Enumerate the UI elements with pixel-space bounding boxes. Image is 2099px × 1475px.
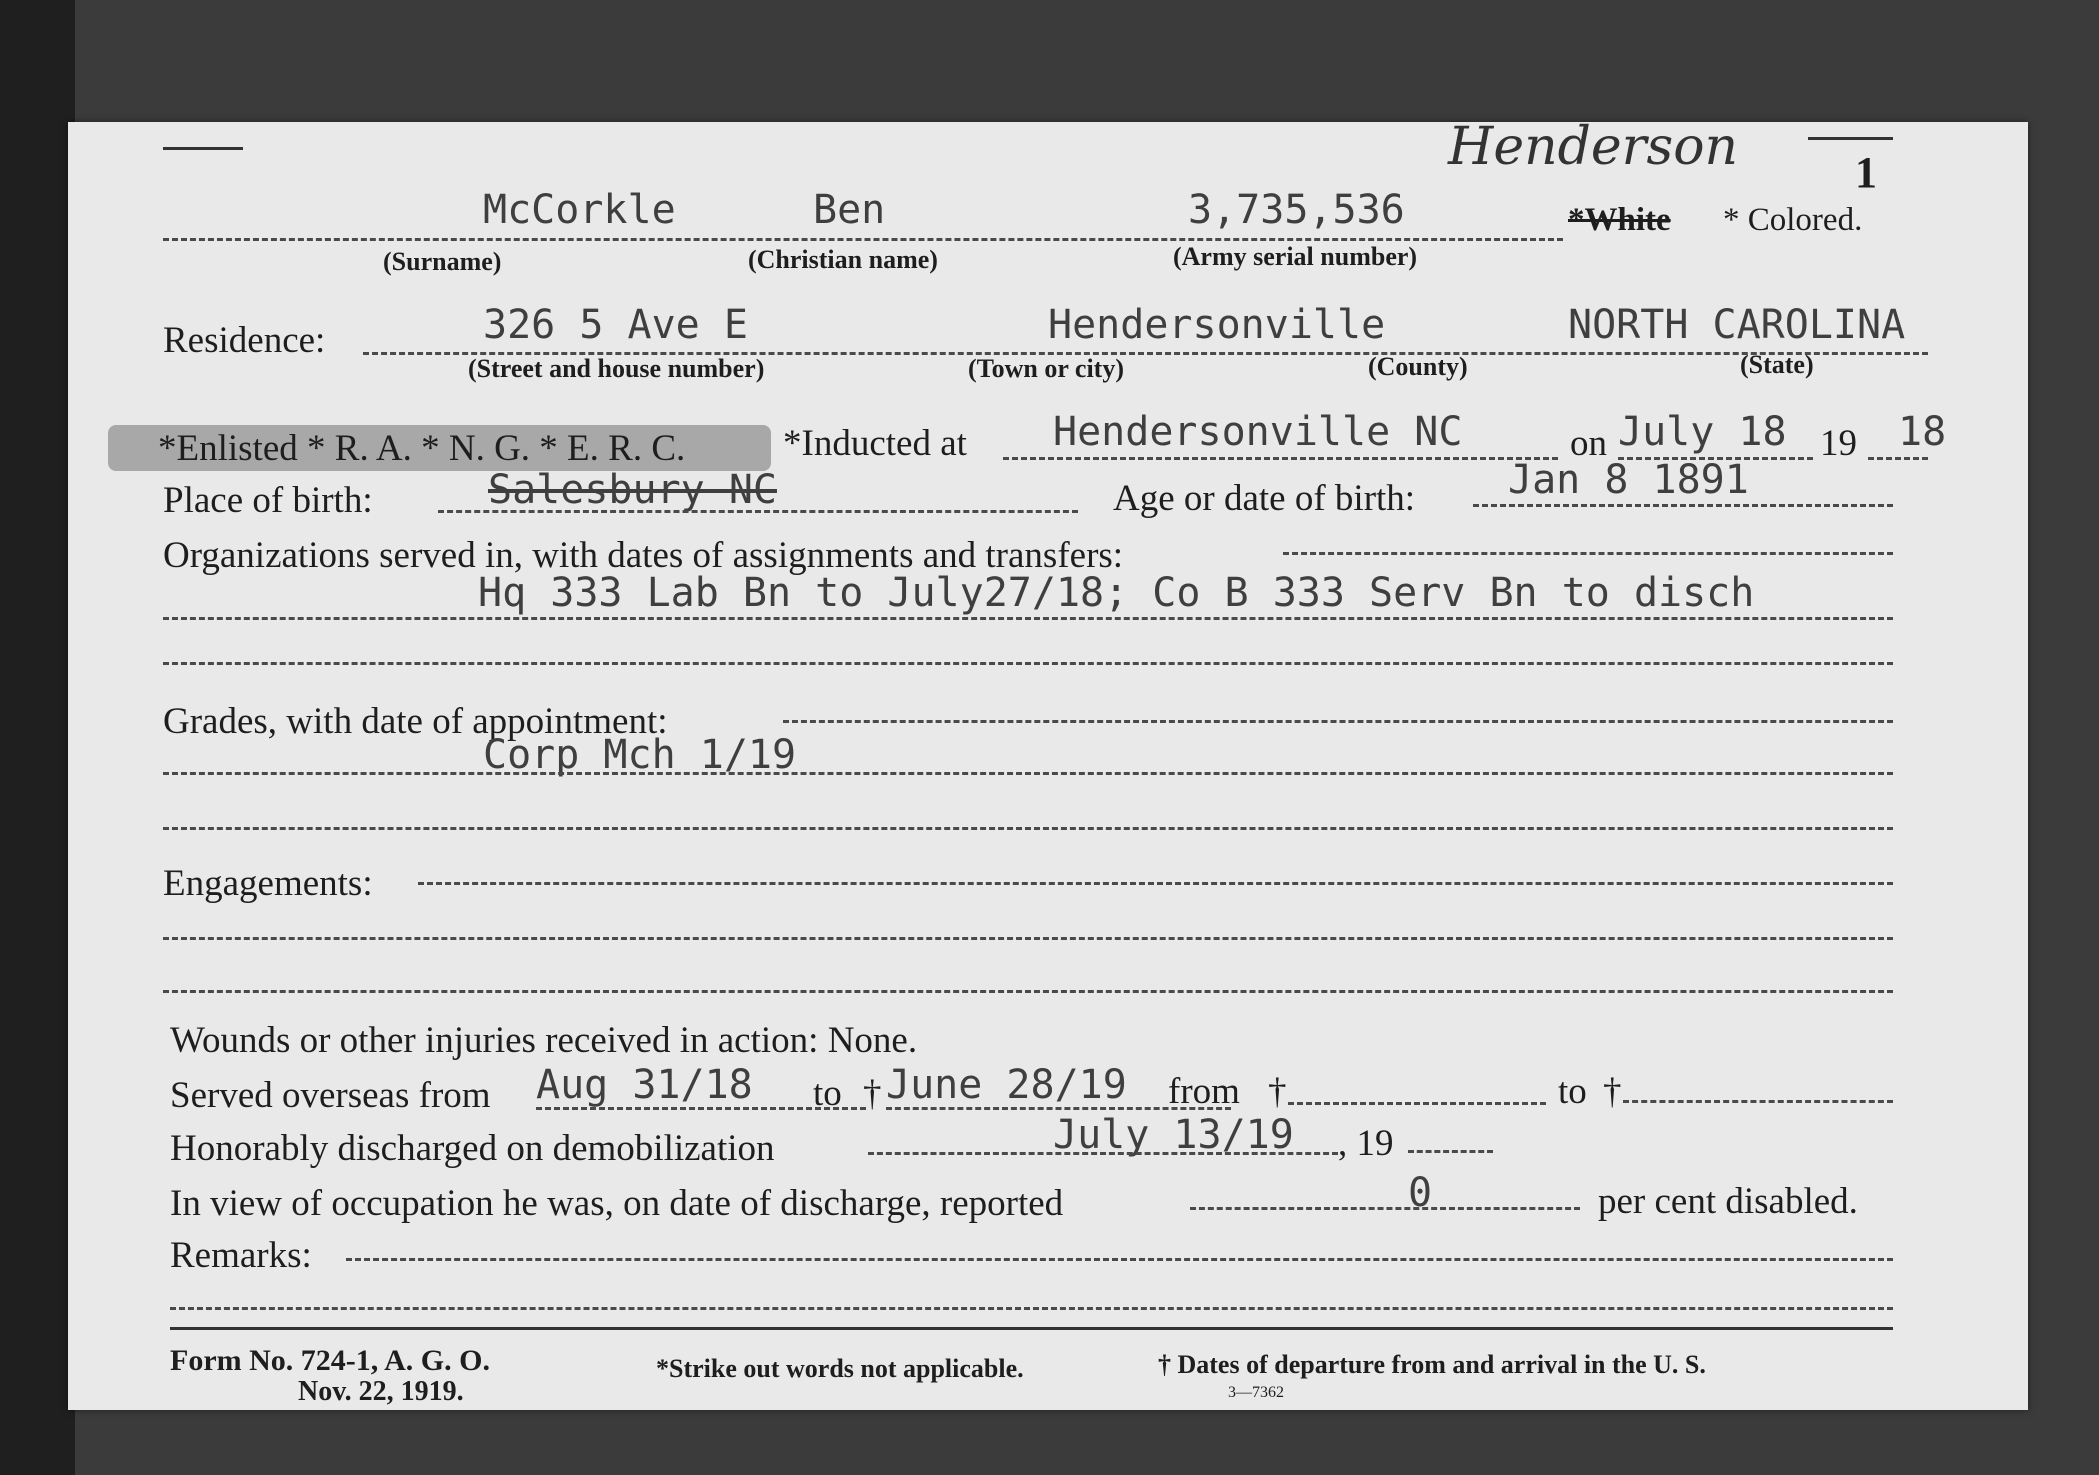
form-date: Nov. 22, 1919.	[298, 1376, 464, 1407]
organizations-label: Organizations served in, with dates of assignments and transfers:	[163, 535, 1124, 576]
discharge-date-value: July 13/19	[1053, 1112, 1294, 1158]
year-prefix-2: , 19	[1338, 1123, 1394, 1164]
engagements-line-2	[163, 937, 1893, 940]
serial-number-value: 3,735,536	[1188, 187, 1405, 233]
race-colored-option: * Colored.	[1723, 202, 1863, 238]
organizations-line-3	[163, 662, 1893, 665]
occupation-label: In view of occupation he was, on date of discharge, reported	[170, 1183, 1064, 1224]
engagements-line-1	[418, 882, 1893, 885]
caption-street: (Street and house number)	[468, 354, 765, 383]
state-value: NORTH CAROLINA	[1568, 302, 1906, 348]
engagements-label: Engagements:	[163, 863, 373, 904]
caption-christian-name: (Christian name)	[748, 245, 938, 274]
grades-line-3	[163, 827, 1893, 830]
birth-place-label: Place of birth:	[163, 480, 373, 521]
from-label: from	[1168, 1071, 1240, 1112]
remarks-line-1	[346, 1258, 1893, 1261]
inducted-label: *Inducted at	[783, 423, 967, 464]
town-value: Hendersonville	[1048, 302, 1386, 348]
caption-surname: (Surname)	[383, 247, 502, 276]
disabled-suffix: per cent disabled.	[1598, 1181, 1858, 1222]
dagger-3: †	[1603, 1071, 1622, 1112]
caption-serial-number: (Army serial number)	[1173, 242, 1418, 271]
caption-state: (State)	[1740, 350, 1814, 379]
footer-rule	[170, 1327, 1893, 1330]
age-label: Age or date of birth:	[1113, 478, 1416, 519]
dagger-1: †	[863, 1073, 882, 1114]
engagements-line-3	[163, 990, 1893, 993]
birth-place-value: Salesbury NC	[488, 467, 777, 513]
organizations-value: Hq 333 Lab Bn to July27/18; Co B 333 Serv Bn to disch	[478, 570, 1755, 616]
overseas-label: Served overseas from	[170, 1075, 491, 1116]
surname-value: McCorkle	[483, 187, 676, 233]
inducted-place-value: Hendersonville NC	[1053, 409, 1463, 455]
grades-label: Grades, with date of appointment:	[163, 701, 668, 742]
year-value: 18	[1898, 409, 1947, 455]
organizations-line-2	[163, 617, 1893, 620]
remarks-label: Remarks:	[170, 1235, 312, 1276]
inducted-date-value: July 18	[1618, 409, 1787, 455]
discharge-year-line	[1408, 1150, 1493, 1153]
card-number: 1	[1855, 148, 1877, 197]
organizations-line-1	[1283, 552, 1893, 555]
handwritten-county: Henderson	[1448, 117, 1739, 177]
wounds-label: Wounds or other injuries received in action: None.	[170, 1020, 918, 1061]
service-record-card	[68, 117, 2028, 1410]
enlisted-options: *Enlisted * R. A. * N. G. * E. R. C.	[158, 428, 686, 469]
birth-date-value: Jan 8 1891	[1508, 457, 1749, 503]
race-white-option: *White	[1568, 202, 1671, 238]
disabled-line	[1190, 1207, 1580, 1210]
overseas-from-value: Aug 31/18	[536, 1062, 753, 1108]
name-line	[163, 238, 1563, 241]
street-value: 326 5 Ave E	[483, 302, 748, 348]
disabled-value: 0	[1408, 1170, 1433, 1216]
remarks-line-2	[170, 1307, 1893, 1310]
second-to-line	[1623, 1100, 1893, 1103]
to-label-2: to	[1558, 1071, 1587, 1112]
inducted-place-line	[1003, 457, 1558, 460]
print-code: 3—7362	[1228, 1384, 1284, 1401]
discharged-label: Honorably discharged on demobilization	[170, 1128, 775, 1169]
discharge-date-line	[868, 1152, 1338, 1155]
caption-county: (County)	[1368, 352, 1468, 381]
overseas-to-value: June 28/19	[886, 1062, 1127, 1108]
grades-value: Corp Mch 1/19	[483, 732, 797, 778]
year-prefix: 19	[1820, 423, 1857, 464]
footnote-strike: *Strike out words not applicable.	[656, 1354, 1024, 1383]
christian-name-value: Ben	[813, 187, 886, 233]
scan-background	[0, 0, 75, 1475]
on-label: on	[1570, 423, 1607, 464]
overseas-to-label: to	[813, 1073, 842, 1114]
birth-place-line	[438, 510, 1078, 513]
caption-town: (Town or city)	[968, 354, 1124, 383]
corner-rule-right	[1808, 137, 1893, 140]
form-number: Form No. 724-1, A. G. O.	[170, 1344, 490, 1377]
second-from-line	[1288, 1102, 1546, 1105]
dagger-2: †	[1268, 1071, 1287, 1112]
grades-line-2	[163, 772, 1893, 775]
residence-label: Residence:	[163, 320, 326, 361]
corner-rule	[163, 147, 243, 150]
birth-date-line	[1473, 504, 1893, 507]
inducted-year-line	[1868, 457, 1928, 460]
footnote-dates: † Dates of departure from and arrival in the U. S.	[1158, 1350, 1706, 1379]
grades-line-1	[783, 720, 1893, 723]
